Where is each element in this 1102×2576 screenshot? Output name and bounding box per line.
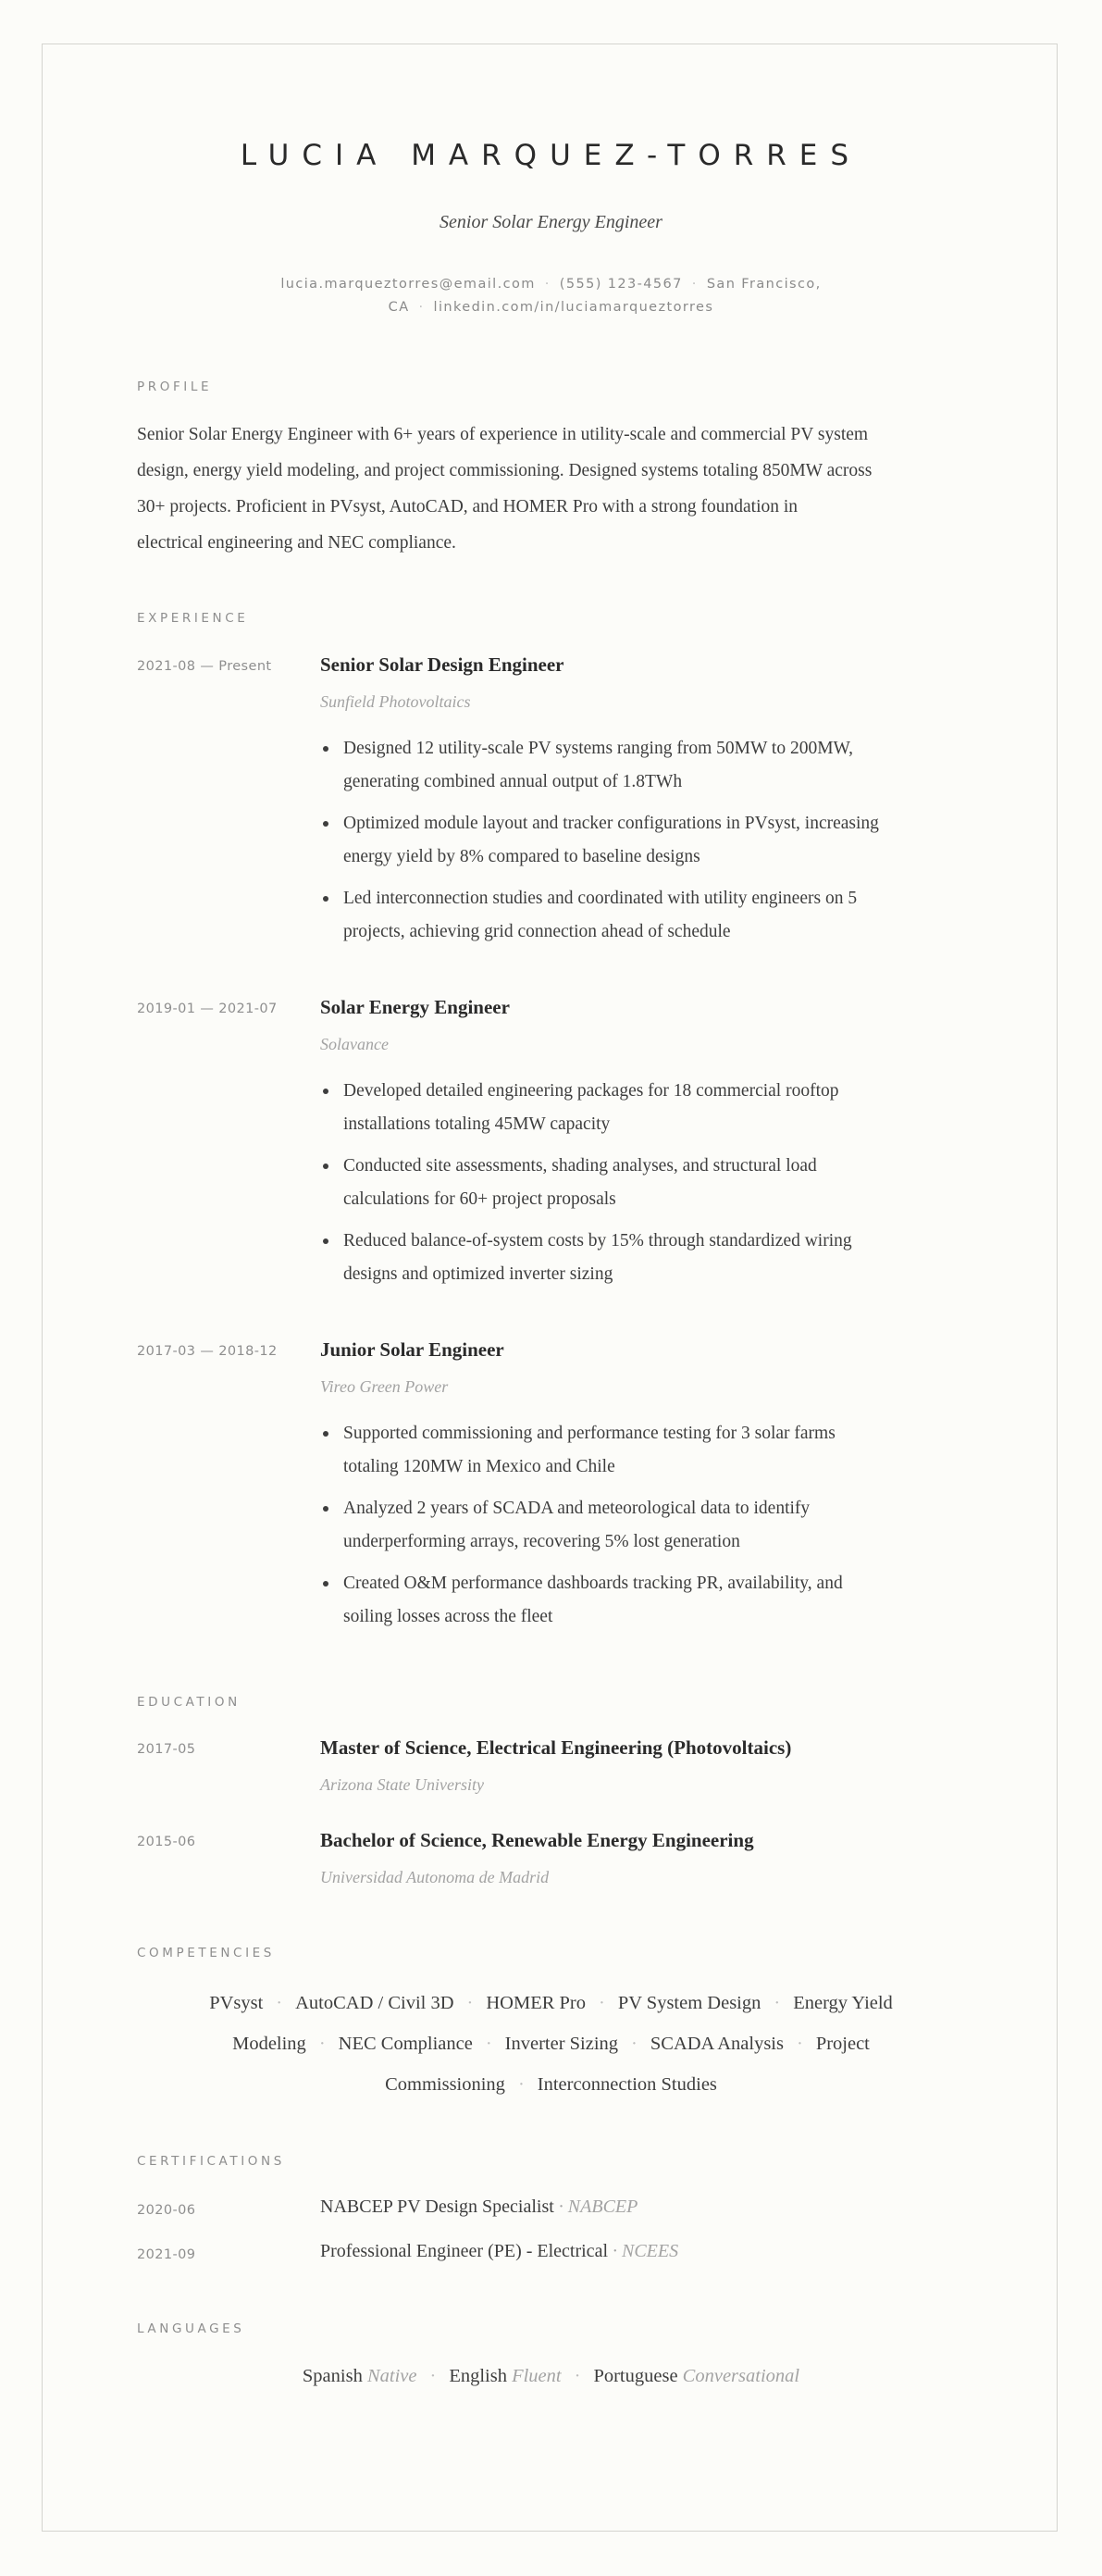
bullet-item: Led interconnection studies and coordinated with utility engineers on 5 projects, achieving grid connection ahead of schedule <box>320 882 968 949</box>
separator: · <box>608 2241 622 2261</box>
separator: · <box>796 2034 803 2054</box>
phone: (555) 123-4567 <box>559 277 683 292</box>
separator: · <box>631 2034 638 2054</box>
competency: HOMER Pro <box>486 1993 587 2013</box>
certification-name: NABCEP PV Design Specialist <box>320 2196 554 2217</box>
separator: · <box>466 1993 474 2013</box>
competency: Modeling <box>232 2034 306 2054</box>
competency: AutoCAD / Civil 3D <box>295 1993 454 2013</box>
competency: Interconnection Studies <box>537 2074 717 2095</box>
education-degree: Master of Science, Electrical Engineering (Photovoltaics) <box>320 1736 792 1759</box>
separator: · <box>553 2196 568 2217</box>
profile-line: electrical engineering and NEC compliance. <box>137 533 456 553</box>
bullet-item: Designed 12 utility-scale PV systems ranging from 50MW to 200MW, generating combined annual output of 1.8TWh <box>320 732 968 799</box>
bullet-item: Analyzed 2 years of SCADA and meteorological data to identify underperforming arrays, recovering 5% lost generation <box>320 1492 968 1559</box>
separator: · <box>318 2034 326 2054</box>
competencies-heading: COMPETENCIES <box>137 1946 275 1960</box>
bullet-item: Supported commissioning and performance testing for 3 solar farms totaling 120MW in Mexico and Chile <box>320 1417 968 1484</box>
profile-summary <box>137 417 970 561</box>
job-title: Senior Solar Energy Engineer <box>440 212 662 232</box>
competencies-list <box>167 1983 935 2105</box>
competency-line <box>167 2064 935 2105</box>
separator: · <box>276 1993 283 2013</box>
competency-line <box>167 1983 935 2023</box>
separator: · <box>485 2034 492 2054</box>
competency: Project <box>815 2034 870 2054</box>
certification-issuer: NABCEP <box>567 2196 638 2217</box>
bullet-item: Developed detailed engineering packages for 18 commercial rooftop installations totaling 45MW capacity <box>320 1075 968 1141</box>
job-role: Solar Energy Engineer <box>320 996 510 1018</box>
certification-date: 2020-06 <box>137 2203 196 2218</box>
education-date: 2017-05 <box>137 1742 196 1757</box>
bullet-item: Reduced balance-of-system costs by 15% through standardized wiring designs and optimized inverter sizing <box>320 1225 968 1291</box>
job-company: Vireo Green Power <box>320 1377 449 1396</box>
bullet-item: Optimized module layout and tracker configurations in PVsyst, increasing energy yield by 8% compared to baseline designs <box>320 807 968 874</box>
email-link[interactable]: lucia.marqueztorres@email.com <box>280 277 536 292</box>
linkedin-link[interactable]: linkedin.com/in/luciamarqueztorres <box>433 300 714 315</box>
competency: SCADA Analysis <box>650 2034 784 2054</box>
competency-line <box>167 2023 935 2064</box>
certification-date: 2021-09 <box>137 2247 196 2262</box>
separator: · <box>418 300 425 315</box>
job-company: Sunfield Photovoltaics <box>320 692 471 711</box>
profile-line: design, energy yield modeling, and project commissioning. Designed systems totaling 850MW across <box>137 461 873 480</box>
location-city: San Francisco, <box>706 277 822 292</box>
competency: Inverter Sizing <box>504 2034 619 2054</box>
competency: Commissioning <box>385 2074 505 2095</box>
competency: Energy Yield <box>793 1993 893 2013</box>
education-school: Arizona State University <box>320 1775 484 1794</box>
language-level: Conversational <box>682 2366 800 2386</box>
job-bullets <box>320 1417 968 1642</box>
contact-info <box>268 273 834 319</box>
job-company: Solavance <box>320 1035 389 1053</box>
languages-heading: LANGUAGES <box>137 2321 245 2336</box>
education-date: 2015-06 <box>137 1835 196 1849</box>
language-name: English <box>449 2366 507 2386</box>
certification-issuer: NCEES <box>622 2241 679 2261</box>
bullet-item: Conducted site assessments, shading analyses, and structural load calculations for 60+ project proposals <box>320 1150 968 1216</box>
job-bullets <box>320 732 968 957</box>
language-name: Portuguese <box>593 2366 678 2386</box>
competency: PV System Design <box>617 1993 761 2013</box>
job-dates: 2019-01 — 2021-07 <box>137 1002 278 1016</box>
separator: · <box>429 2366 437 2386</box>
location-state: CA <box>388 300 410 315</box>
education-degree: Bachelor of Science, Renewable Energy Engineering <box>320 1829 754 1851</box>
language-name: Spanish <box>302 2366 363 2386</box>
certification-entry <box>320 2196 638 2218</box>
candidate-name: LUCIA MARQUEZ-TORRES <box>240 139 862 172</box>
bullet-item: Created O&M performance dashboards tracking PR, availability, and soiling losses across the fleet <box>320 1567 968 1634</box>
separator: · <box>544 277 551 292</box>
contact-line-1 <box>268 273 834 296</box>
education-school: Universidad Autonoma de Madrid <box>320 1868 550 1886</box>
job-bullets <box>320 1075 968 1300</box>
certification-entry <box>320 2241 678 2262</box>
language-level: Fluent <box>512 2366 562 2386</box>
separator: · <box>599 1993 605 2013</box>
certification-name: Professional Engineer (PE) - Electrical <box>320 2241 608 2261</box>
competency: NEC Compliance <box>338 2034 473 2054</box>
job-dates: 2021-08 — Present <box>137 659 272 674</box>
job-role: Senior Solar Design Engineer <box>320 653 564 676</box>
competency: PVsyst <box>209 1993 264 2013</box>
separator: · <box>691 277 698 292</box>
language-level: Native <box>366 2366 417 2386</box>
job-role: Junior Solar Engineer <box>320 1338 504 1361</box>
languages-list <box>167 2356 935 2396</box>
certifications-heading: CERTIFICATIONS <box>137 2154 285 2169</box>
contact-line-2 <box>268 296 834 319</box>
profile-line: Senior Solar Energy Engineer with 6+ years of experience in utility-scale and commercial PV system <box>137 425 869 444</box>
separator: · <box>574 2366 581 2386</box>
education-heading: EDUCATION <box>137 1695 241 1710</box>
experience-heading: EXPERIENCE <box>137 611 249 626</box>
job-dates: 2017-03 — 2018-12 <box>137 1344 278 1359</box>
profile-line: 30+ projects. Proficient in PVsyst, AutoCAD, and HOMER Pro with a strong foundation in <box>137 497 799 516</box>
separator: · <box>517 2074 525 2095</box>
profile-heading: PROFILE <box>137 380 213 394</box>
separator: · <box>774 1993 781 2013</box>
